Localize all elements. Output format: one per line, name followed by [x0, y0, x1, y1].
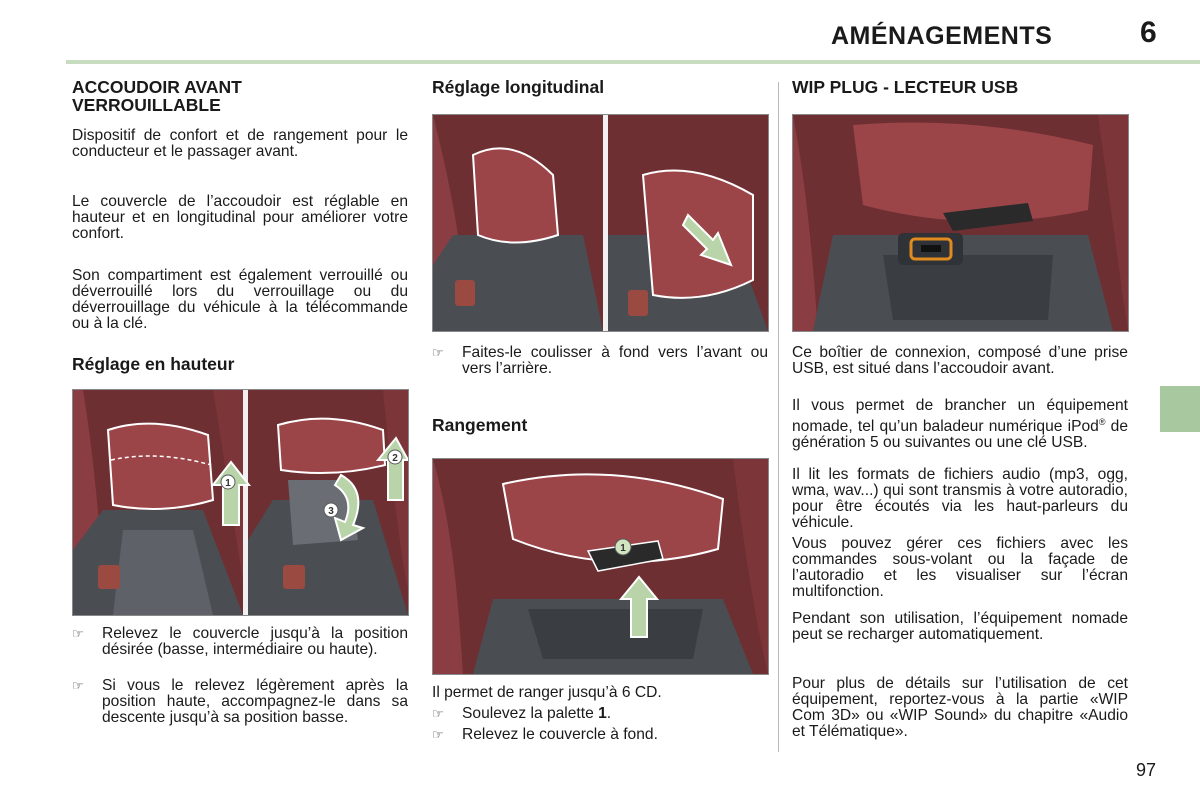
height-bullet-2: ☞ Si vous le relevez légèrement après la position haute, accompagnez-le dans sa descente jusqu’à sa position basse.: [72, 677, 408, 726]
fig-label-1: 1: [225, 478, 231, 489]
storage-illustration: [432, 458, 769, 675]
fig-label-3: 3: [328, 506, 334, 517]
bullet-hand-icon: ☞: [72, 678, 84, 693]
height-adjust-illustration: [72, 389, 409, 616]
height-bullet-1: ☞ Relevez le couvercle jusqu’à la position désirée (basse, intermédiaire ou haute).: [72, 625, 408, 658]
armrest-intro-paragraph: Dispositif de confort et de rangement pour le conducteur et le passager avant.: [72, 127, 408, 160]
storage-paragraph: Il permet de ranger jusqu’à 6 CD.: [432, 684, 662, 701]
bullet-hand-icon: ☞: [72, 626, 84, 641]
longitudinal-adjust-heading: Réglage longitudinal: [432, 77, 605, 97]
armrest-heading: ACCOUDOIR AVANT VERROUILLABLE: [72, 77, 242, 115]
chapter-title: AMÉNAGEMENTS: [831, 22, 1053, 50]
usb-illustration: [792, 114, 1129, 332]
storage-bullet-2: ☞ Relevez le couvercle à fond.: [432, 726, 658, 743]
longitudinal-adjust-illustration: [432, 114, 769, 332]
storage-heading: Rangement: [432, 415, 528, 435]
column-divider: [778, 82, 779, 752]
armrest-lock-paragraph: Son compartiment est également verrouillé ou déverrouillé lors du verrouillage ou du déverrouillage du véhicule à la télécommande ou à la clé.: [72, 267, 408, 332]
usb-paragraph-3: Il lit les formats de fichiers audio (mp3, ogg, wma, wav...) qui sont transmis à votre autoradio, pour être écoutés via les haut-parleurs du véhicule.: [792, 466, 1128, 531]
usb-paragraph-4: Vous pouvez gérer ces fichiers avec les commandes sous-volant ou la façade de l’autoradio et les visualiser sur l’écran multifonction.: [792, 535, 1128, 600]
storage-bullet-1: ☞ Soulevez la palette 1.: [432, 705, 612, 722]
bullet-hand-icon: ☞: [432, 727, 444, 742]
usb-heading: WIP PLUG - LECTEUR USB: [792, 77, 1019, 97]
usb-paragraph-5: Pendant son utilisation, l’équipement nomade peut se recharger automatiquement.: [792, 610, 1128, 643]
armrest-adjust-paragraph: Le couvercle de l’accoudoir est réglable en hauteur et en longitudinal pour améliorer votre confort.: [72, 193, 408, 242]
usb-paragraph-6: Pour plus de détails sur l’utilisation de cet équipement, reportez-vous à la partie «WIP Com 3D» ou «WIP Sound» du chapitre «Audio et Télématique».: [792, 675, 1128, 740]
bullet-hand-icon: ☞: [432, 706, 444, 721]
chapter-side-tab: [1160, 386, 1200, 432]
bullet-hand-icon: ☞: [432, 345, 444, 360]
fig-label-2: 2: [392, 453, 398, 464]
longitudinal-bullet: ☞ Faites-le coulisser à fond vers l’avant ou vers l’arrière.: [432, 344, 768, 377]
height-adjust-heading: Réglage en hauteur: [72, 354, 235, 374]
usb-paragraph-1: Ce boîtier de connexion, composé d’une prise USB, est situé dans l’accoudoir avant.: [792, 344, 1128, 377]
page-number: 97: [1136, 760, 1157, 780]
chapter-number: 6: [1140, 16, 1157, 49]
usb-paragraph-2: Il vous permet de brancher un équipement nomade, tel qu’un baladeur numérique iPod® de génération 5 ou suivantes ou une clé USB.: [792, 397, 1128, 452]
fig-label-palette: 1: [620, 543, 626, 554]
header-rule: [66, 60, 1200, 64]
